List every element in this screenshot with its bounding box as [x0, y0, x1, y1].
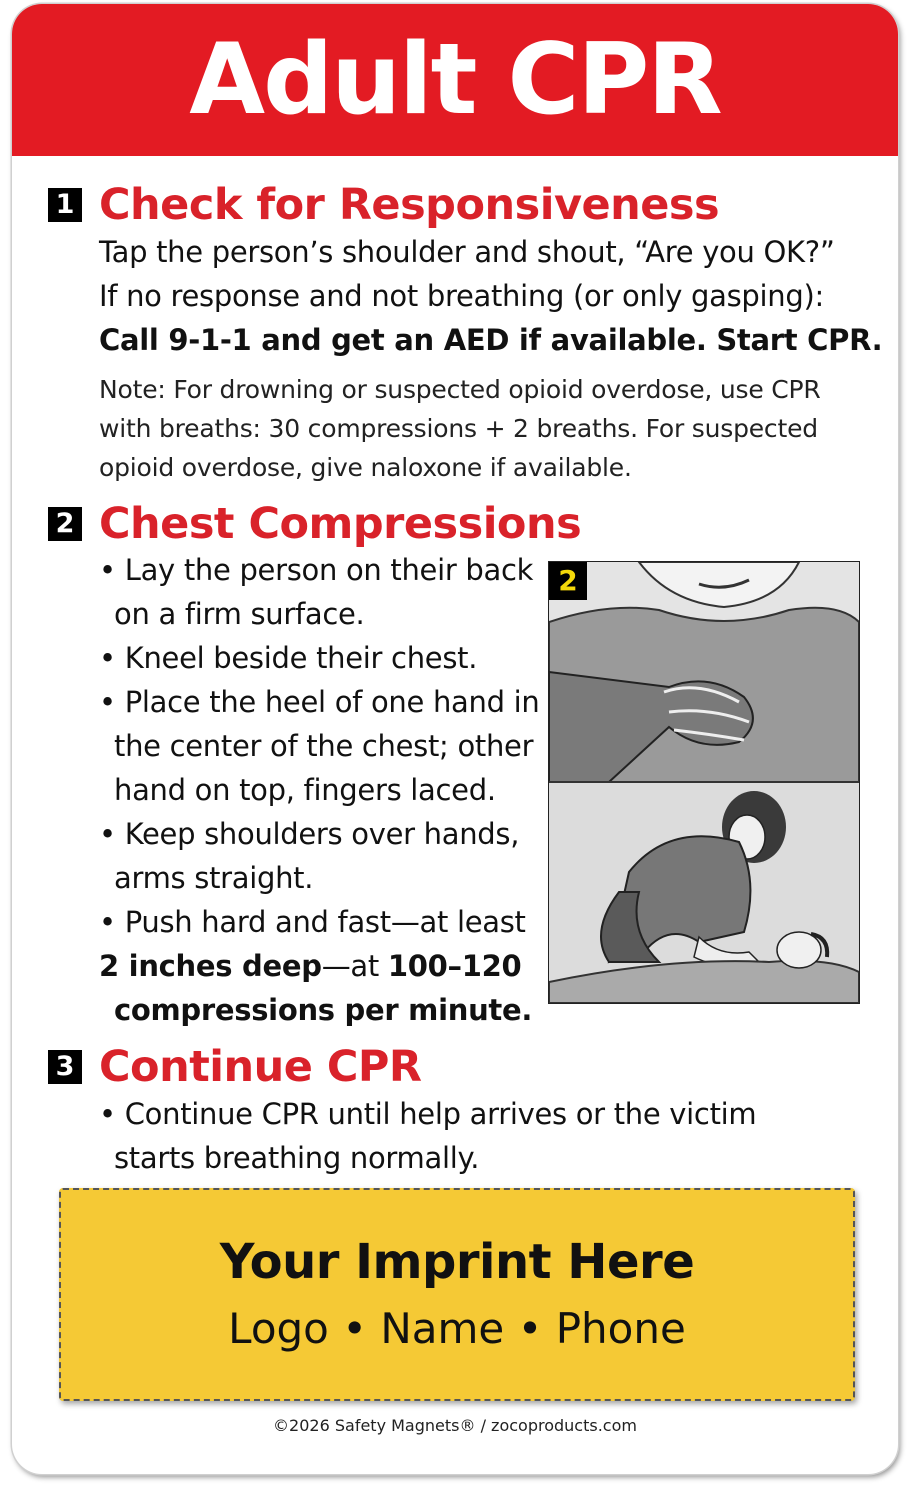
bullet-line: • Lay the person on their back	[99, 553, 534, 587]
call-911-instruction: Call 9-1-1 and get an AED if available. Start CPR.	[99, 323, 883, 357]
header-banner	[12, 4, 898, 156]
copyright-footer: ©2026 Safety Magnets® / zocoproducts.com	[273, 1416, 637, 1435]
cpr-card	[12, 4, 898, 1474]
rate-line: compressions per minute.	[114, 993, 533, 1027]
imprint-area	[59, 1188, 855, 1401]
bullet-line: • Keep shoulders over hands,	[99, 817, 520, 851]
page-title: Adult CPR	[189, 23, 721, 137]
cpr-drawing	[549, 562, 859, 1003]
section-title-continue: Continue CPR	[99, 1042, 422, 1092]
note-line: Note: For drowning or suspected opioid overdose, use CPR	[99, 375, 821, 404]
note-line: opioid overdose, give naloxone if available.	[99, 453, 632, 482]
bullet-line: • Place the heel of one hand in	[99, 685, 540, 719]
bullet-line: on a firm surface.	[114, 597, 365, 631]
bullet-line: • Kneel beside their chest.	[99, 641, 478, 675]
step-number-2: 2	[48, 507, 82, 541]
text-line: Tap the person’s shoulder and shout, “Are you OK?”	[99, 235, 835, 269]
illustration-badge: 2	[549, 562, 587, 600]
imprint-title: Your Imprint Here	[219, 1234, 695, 1290]
section-title-responsiveness: Check for Responsiveness	[99, 180, 720, 230]
cpr-illustration	[548, 561, 860, 1004]
bullet-line: starts breathing normally.	[114, 1141, 480, 1175]
step-number-3: 3	[48, 1050, 82, 1084]
bullet-line: hand on top, fingers laced.	[114, 773, 496, 807]
bullet-line: • Push hard and fast—at least	[99, 905, 526, 939]
section-title-compressions: Chest Compressions	[99, 499, 582, 549]
step-number-1: 1	[48, 188, 82, 222]
note-line: with breaths: 30 compressions + 2 breaths. For suspected	[99, 414, 818, 443]
text-line: If no response and not breathing (or only gasping):	[99, 279, 824, 313]
bullet-line: • Continue CPR until help arrives or the victim	[99, 1097, 757, 1131]
depth-connector: —at	[321, 949, 388, 983]
rate-emphasis: 100–120	[387, 949, 522, 983]
depth-emphasis: 2 inches deep	[99, 949, 322, 983]
imprint-subtitle: Logo • Name • Phone	[228, 1304, 686, 1353]
depth-rate-line	[99, 949, 522, 983]
bullet-line: the center of the chest; other	[114, 729, 534, 763]
bullet-line: arms straight.	[114, 861, 314, 895]
